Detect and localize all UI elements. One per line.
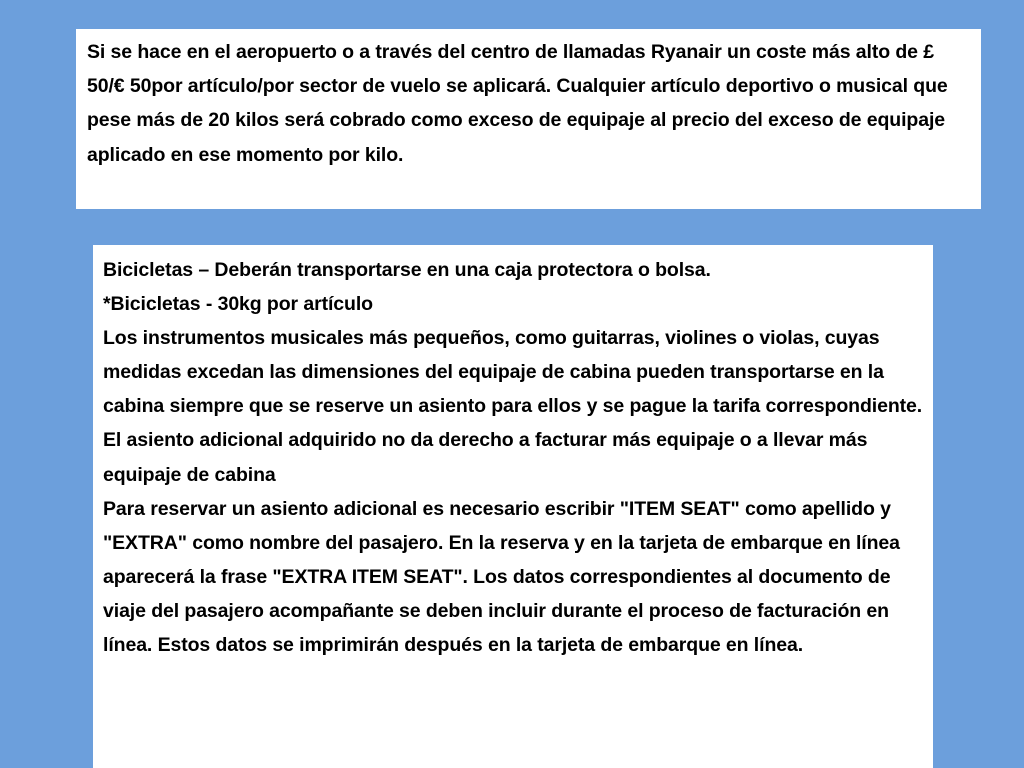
fee-info-text-box [76, 29, 981, 209]
bicycles-weight-line: *Bicicletas - 30kg por artículo [103, 293, 373, 316]
instruments-paragraph: Los instrumentos musicales más pequeños, como guitarras, violines o violas, cuyas medidas excedan las dimensiones del equipaje de cabina pueden transportarse en la cabina siempre que se reserve un asiento para ellos y se pague la tarifa correspondiente. El asiento adicional adquirido no da derecho a facturar más equipaje o a llevar más equipaje de cabina [103, 327, 923, 486]
special-items-text-box [93, 245, 933, 768]
fee-info-paragraph: Si se hace en el aeropuerto o a través del centro de llamadas Ryanair un coste más alto de £ 50/€ 50por artículo/por sector de vuelo se aplicará. Cualquier artículo deportivo o musical que pese más de 20 kilos será cobrado como exceso de equipaje al precio del exceso de equipaje aplicado en ese momento por kilo. [87, 41, 948, 166]
reservation-paragraph: Para reservar un asiento adicional es necesario escribir "ITEM SEAT" como apellido y "EXTRA" como nombre del pasajero. En la reserva y en la tarjeta de embarque en línea aparecerá la frase "EXTRA ITEM SEAT". Los datos correspondientes al documento de viaje del pasajero acompañante se deben incluir durante el proceso de facturación en línea. Estos datos se imprimirán después en la tarjeta de embarque en línea. [103, 497, 900, 657]
bicycles-line: Bicicletas – Deberán transportarse en una caja protectora o bolsa. [103, 259, 711, 281]
